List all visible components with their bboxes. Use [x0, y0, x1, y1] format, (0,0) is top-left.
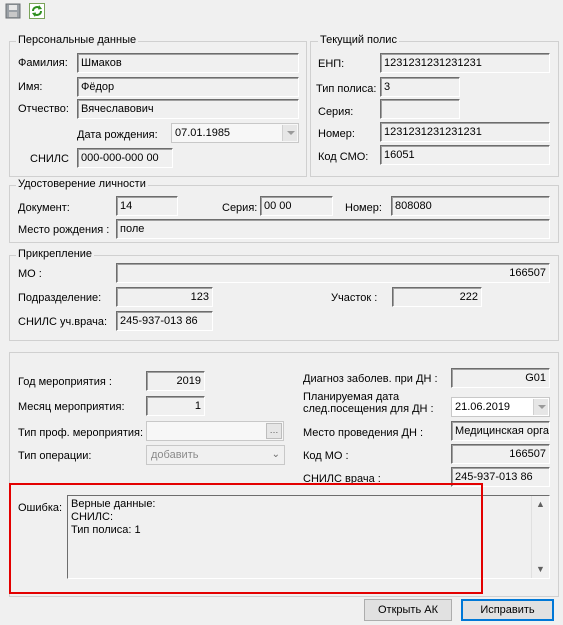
identity-series-field[interactable]: 00 00 [260, 196, 333, 216]
policy-number-label: Номер: [318, 128, 355, 140]
name-field[interactable]: Фёдор [77, 77, 299, 97]
personal-data-legend: Персональные данные [18, 34, 137, 46]
district-label: Участок : [331, 292, 378, 304]
operation-type-label: Тип операции: [18, 450, 92, 462]
identity-number-label: Номер: [345, 202, 382, 214]
policy-legend: Текущий полис [320, 34, 397, 46]
chevron-down-icon[interactable] [533, 399, 548, 415]
save-icon[interactable] [5, 3, 21, 19]
patronymic-label: Отчество: [18, 103, 69, 115]
dn-place-field[interactable]: Медицинская орга [451, 421, 550, 441]
mo-field[interactable]: 166507 [116, 263, 550, 283]
surname-label: Фамилия: [18, 57, 68, 69]
error-line: СНИЛС: [71, 511, 114, 523]
identity-number-field[interactable]: 808080 [391, 196, 550, 216]
diagnosis-label: Диагноз заболев. при ДН : [303, 373, 438, 385]
planned-date-label-2: след.посещения для ДН : [303, 403, 434, 415]
event-year-label: Год мероприятия : [18, 376, 112, 388]
event-year-field[interactable]: 2019 [146, 371, 205, 391]
planned-date-value: 21.06.2019 [455, 401, 511, 413]
enp-field[interactable]: 1231231231231231 [380, 53, 550, 73]
event-month-label: Месяц мероприятия: [18, 401, 125, 413]
operation-type-select[interactable] [146, 445, 285, 465]
mo-code-field[interactable]: 166507 [451, 444, 550, 464]
dn-place-label: Место проведения ДН : [303, 427, 424, 439]
snils-label: СНИЛС [30, 153, 69, 165]
smo-code-label: Код СМО: [318, 151, 369, 163]
event-doctor-snils-field[interactable]: 245-937-013 86 [451, 467, 550, 487]
mo-label: МО : [18, 268, 42, 280]
birthdate-picker[interactable] [171, 123, 299, 143]
enp-label: ЕНП: [318, 58, 345, 70]
policy-number-field[interactable]: 1231231231231231 [380, 122, 550, 142]
error-scrollbar[interactable] [531, 496, 549, 578]
birthplace-label: Место рождения : [18, 224, 110, 236]
policy-series-label: Серия: [318, 106, 354, 118]
district-field[interactable]: 222 [392, 287, 482, 307]
snils-field[interactable]: 000-000-000 00 [77, 148, 173, 168]
document-label: Документ: [18, 202, 70, 214]
prof-type-label: Тип проф. мероприятия: [18, 427, 144, 439]
identity-legend: Удостоверение личности [18, 178, 146, 190]
surname-field[interactable]: Шмаков [77, 53, 299, 73]
open-ak-button[interactable]: Открыть АК [364, 599, 452, 621]
birthdate-label: Дата рождения: [77, 129, 158, 141]
birthdate-value: 07.01.1985 [175, 127, 231, 139]
doctor-snils-label: СНИЛС уч.врача: [18, 316, 108, 328]
toolbar [0, 0, 563, 24]
event-doctor-snils-label: СНИЛС врача : [303, 473, 381, 485]
doctor-snils-field[interactable]: 245-937-013 86 [116, 311, 213, 331]
fix-button[interactable]: Исправить [461, 599, 554, 621]
division-field[interactable]: 123 [116, 287, 213, 307]
error-line: Тип полиса: 1 [71, 524, 141, 536]
ellipsis-icon[interactable]: … [266, 423, 282, 439]
patronymic-field[interactable]: Вячеславович [77, 99, 299, 119]
policy-type-field[interactable]: 3 [380, 77, 460, 97]
refresh-icon[interactable] [29, 3, 45, 19]
identity-series-label: Серия: [222, 202, 258, 214]
prof-type-field[interactable] [146, 421, 284, 441]
attachment-legend: Прикрепление [18, 248, 93, 260]
error-label: Ошибка: [18, 502, 63, 514]
scroll-up-icon[interactable]: ▲ [536, 499, 545, 509]
division-label: Подразделение: [18, 292, 102, 304]
smo-code-field[interactable]: 16051 [380, 145, 550, 165]
planned-date-label-1: Планируемая дата [303, 391, 400, 403]
mo-code-label: Код МО : [303, 450, 349, 462]
planned-date-picker[interactable] [451, 397, 550, 417]
operation-type-value: добавить [151, 449, 199, 461]
policy-type-label: Тип полиса: [316, 83, 377, 95]
diagnosis-field[interactable]: G01 [451, 368, 550, 388]
error-line: Верные данные: [71, 498, 156, 510]
policy-series-field[interactable] [380, 99, 460, 119]
error-highlight-frame [9, 483, 483, 594]
document-field[interactable]: 14 [116, 196, 178, 216]
birthplace-field[interactable]: поле [116, 219, 550, 239]
chevron-down-icon: ⌄ [271, 449, 280, 460]
name-label: Имя: [18, 81, 43, 93]
event-month-field[interactable]: 1 [146, 396, 205, 416]
scroll-down-icon[interactable]: ▼ [536, 564, 545, 574]
chevron-down-icon[interactable] [282, 125, 297, 141]
